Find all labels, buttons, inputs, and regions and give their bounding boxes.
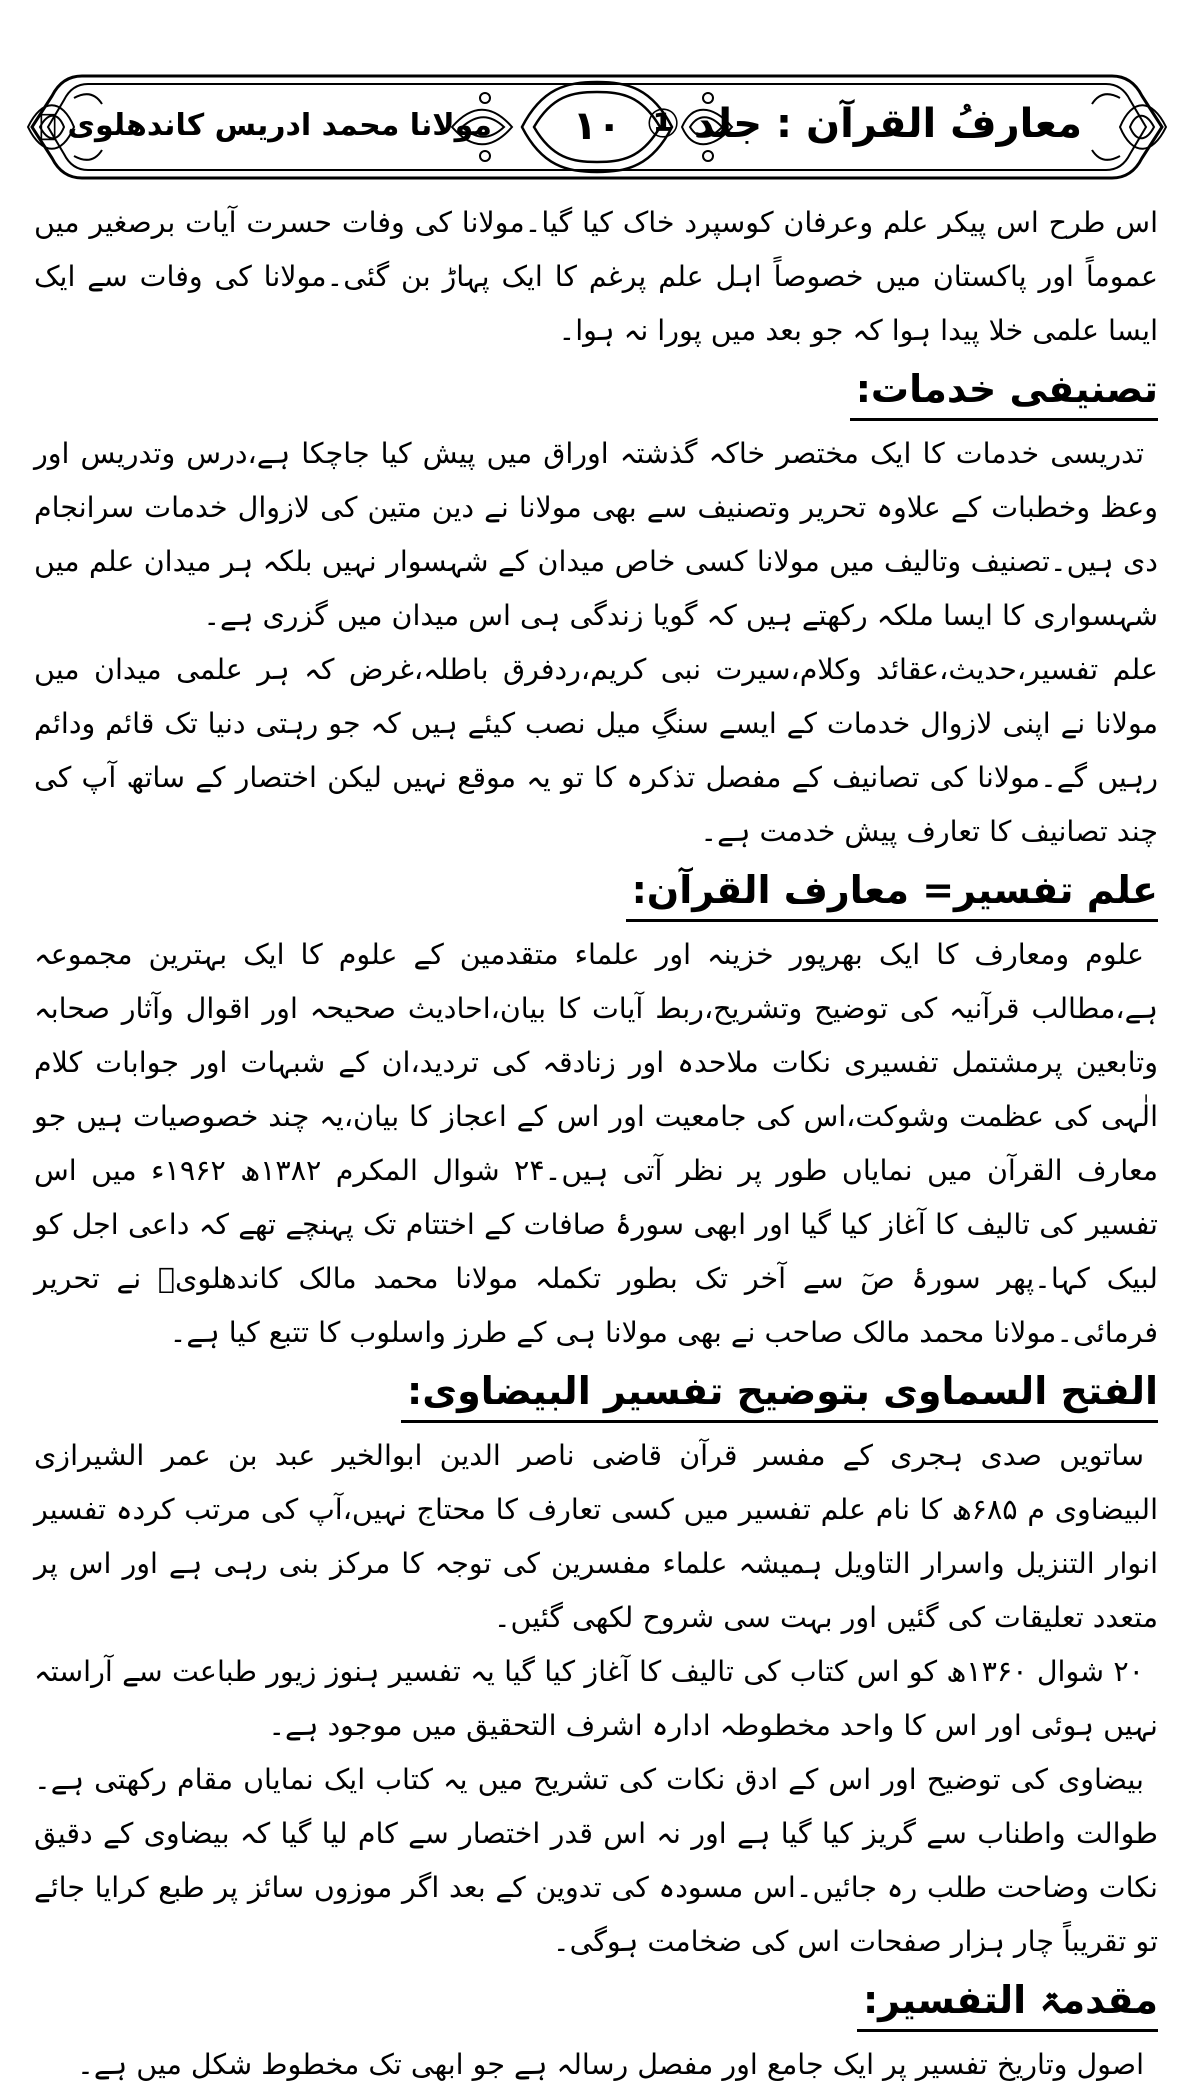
page-body <box>34 196 1158 2092</box>
heading-maarif-ul-quran: علم تفسیر= معارف القرآن: <box>626 863 1158 922</box>
book-title: معارفُ القرآن : جلد ① <box>646 101 1082 147</box>
heading-muqaddima-tafseer: مقدمۃ التفسیر: <box>857 1973 1158 2032</box>
paragraph-fath-2: ۲۰ شوال ۱۳۶۰ھ کو اس کتاب کی تالیف کا آغاز کیا گیا یہ تفسیر ہنوز زیور طباعت سے آراستہ نہیں ہوئی اور اس کا واحد مخطوطہ ادارہ اشرف التحقیق میں موجود ہے۔ <box>34 1655 1158 1742</box>
heading-al-fath-as-samawi: الفتح السماوی بتوضیح تفسیر البیضاوی: <box>401 1364 1158 1423</box>
paragraph-intro: اس طرح اس پیکر علم وعرفان کوسپرد خاک کیا گیا۔مولانا کی وفات حسرت آیات برصغیر میں عموماً اور پاکستان میں خصوصاً اہل علم پرغم کا ایک پہاڑ بن گئی۔مولانا کی وفات سے ایک ایسا علمی خلا پیدا ہوا کہ جو بعد میں پورا نہ ہوا۔ <box>34 206 1158 347</box>
paragraph-muqaddima: اصول وتاریخ تفسیر پر ایک جامع اور مفصل رسالہ ہے جو ابھی تک مخطوط شکل میں ہے۔ <box>77 2048 1144 2081</box>
paragraph-tasneefi-2: علم تفسیر،حدیث،عقائد وکلام،سیرت نبی کریم،ردفرق باطلہ،غرض کہ ہر علمی میدان میں مولانا نے اپنی لازوال خدمات کے ایسے سنگِ میل نصب کیئے ہیں کہ جو رہتی دنیا تک قائم ودائم رہیں گے۔مولانا کی تصانیف کے مفصل تذکرہ کا تو یہ موقع نہیں لیکن اختصار کے ساتھ آپ کی چند تصانیف کا تعارف پیش خدمت ہے۔ <box>34 653 1158 848</box>
heading-tasneefi-khidmat: تصنیفی خدمات: <box>850 362 1158 421</box>
paragraph-fath-1: ساتویں صدی ہجری کے مفسر قرآن قاضی ناصر الدین ابوالخیر عبد بن عمر الشیرازی البیضاوی م ۶۸۵ھ کا نام علم تفسیر میں کسی تعارف کا محتاج نہیں،آپ کی مرتب کردہ تفسیر انوار التنزیل واسرار التاویل ہمیشہ علماء مفسرین کی توجہ کا مرکز بنی رہی ہے اور اس پر متعدد تعلیقات کی گئیں اور بہت سی شروح لکھی گئیں۔ <box>34 1439 1158 1634</box>
paragraph-maarif: علوم ومعارف کا ایک بھرپور خزینہ اور علماء متقدمین کے علوم کا ایک بہترین مجموعہ ہے،مطالب قرآنیہ کی توضیح وتشریح،ربط آیات کا بیان،احادیث صحیحہ اور اقوال وآثار صحابہ وتابعین پرمشتمل تفسیری نکات ملاحدہ اور زنادقہ کی تردید،ان کے شبہات اور جوابات کلام الٰہی کی عظمت وشوکت،اس کی جامعیت اور اس کے اعجاز کا بیان،یہ چند خصوصیات ہیں جو معارف القرآن میں نمایاں طور پر نظر آتی ہیں۔۲۴ شوال المکرم ۱۳۸۲ھ ۱۹۶۲ء میں اس تفسیر کی تالیف کا آغاز کیا گیا اور ابھی سورۂ صافات کے اختتام تک پہنچے تھے کہ داعی اجل کو لبیک کہا۔پھر سورۂ صٓ سے آخر تک بطور تکملہ مولانا محمد مالک کاندھلویؒ نے تحریر فرمائی۔مولانا محمد مالک صاحب نے بھی مولانا ہی کے طرز واسلوب کا تتبع کیا ہے۔ <box>34 938 1158 1349</box>
paragraph-tasneefi-1: تدریسی خدمات کا ایک مختصر خاکہ گذشتہ اوراق میں پیش کیا جاچکا ہے،درس وتدریس اور وعظ وخطبات کے علاوہ تحریر وتصنیف سے بھی مولانا نے دین متین کی لازوال خدمات سرانجام دی ہیں۔تصنیف وتالیف میں مولانا کسی خاص میدان کے شہسوار نہیں بلکہ ہر میدان علم میں شہسواری کا ایسا ملکہ رکھتے ہیں کہ گویا زندگی ہی اس میدان میں گزری ہے۔ <box>34 437 1158 632</box>
paragraph-fath-3: بیضاوی کی توضیح اور اس کے ادق نکات کی تشریح میں یہ کتاب ایک نمایاں مقام رکھتی ہے۔طوالت واطناب سے گریز کیا گیا ہے اور نہ اس قدر اختصار سے کام لیا گیا کہ بیضاوی کے دقیق نکات وضاحت طلب رہ جائیں۔اس مسودہ کی تدوین کے بعد اگر موزوں سائز پر طبع کرایا جائے تو تقریباً چار ہزار صفحات اس کی ضخامت ہوگی۔ <box>34 1763 1158 1958</box>
author-name: مولانا محمد ادریس کاندھلوی ﷫ <box>39 108 492 143</box>
page-number: ۱۰ <box>572 103 622 149</box>
running-header <box>22 68 1172 186</box>
